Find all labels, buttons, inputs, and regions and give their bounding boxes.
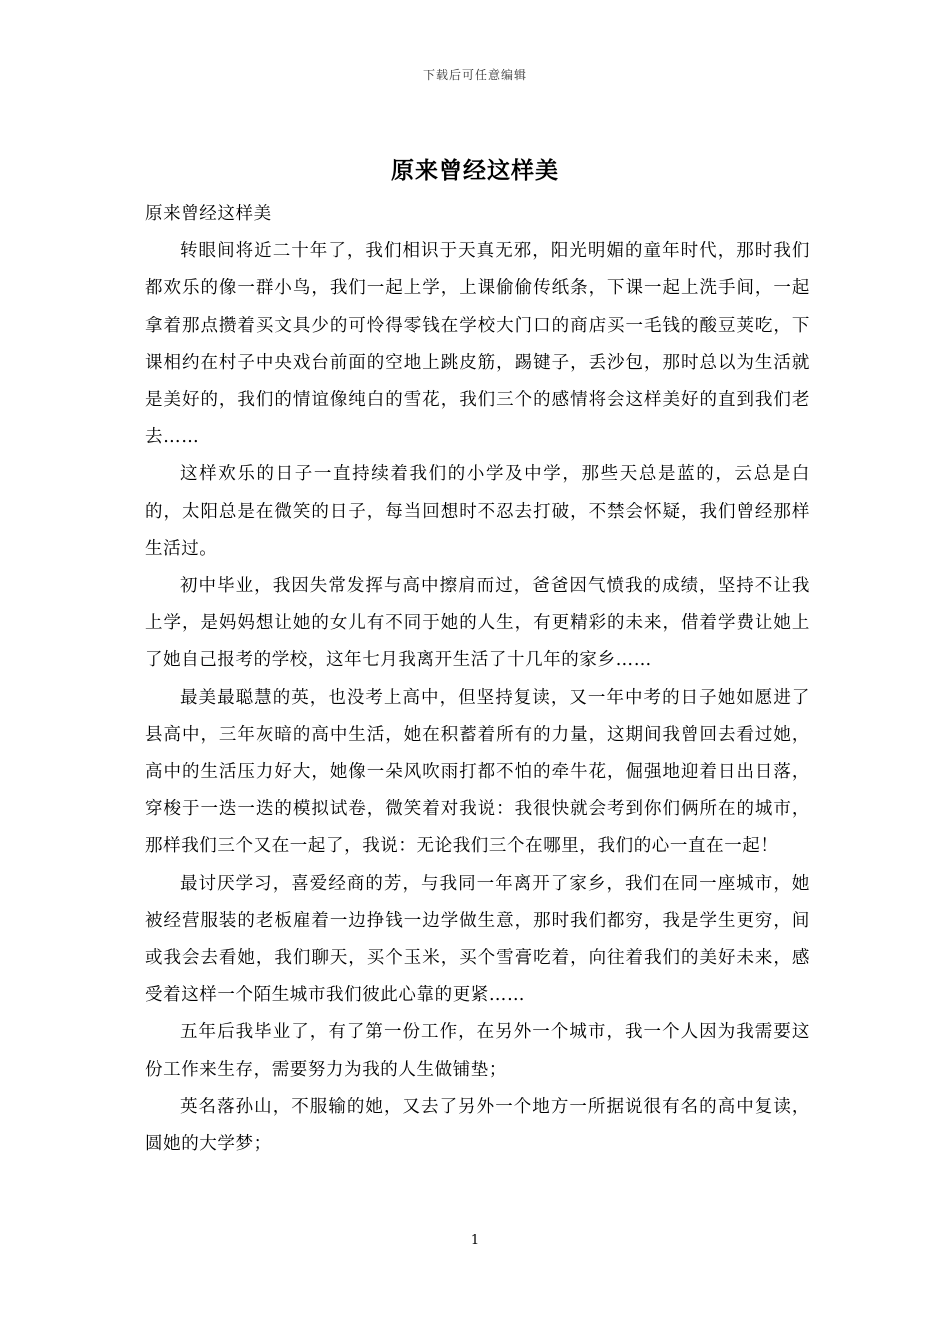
body-paragraph: 五年后我毕业了，有了第一份工作，在另外一个城市，我一个人因为我需要这份工作来生存，需要努力为我的人生做铺垫； <box>145 1022 810 1080</box>
page-number: 1 <box>470 1233 480 1248</box>
document-title: 原来曾经这样美 <box>391 157 559 184</box>
page-header-note: 下载后可任意编辑 <box>422 68 527 82</box>
body-paragraph: 英名落孙山，不服输的她，又去了另外一个地方一所据说很有名的高中复读，圆她的大学梦； <box>145 1096 810 1155</box>
body-paragraph: 转眼间将近二十年了，我们相识于天真无邪，阳光明媚的童年时代，那时我们都欢乐的像一群小鸟，我们一起上学，上课偷偷传纸条，下课一起上洗手间，一起拿着那点攒着买文具少的可怜得零钱在学校大门口的商店买一毛钱的酸豆荚吃，下课相约在村子中央戏台前面的空地上跳皮筋，踢键子，丢沙包，那时总以为生活就是美好的，我们的情谊像纯白的雪花，我们三个的感情将会这样美好的直到我们老去…… <box>145 241 810 448</box>
body-paragraph: 这样欢乐的日子一直持续着我们的小学及中学，那些天总是蓝的，云总是白的，太阳总是在微笑的日子，每当回想时不忍去打破，不禁会怀疑，我们曾经那样生活过。 <box>145 464 810 559</box>
body-paragraph: 初中毕业，我因失常发挥与高中擦肩而过，爸爸因气愤我的成绩，坚持不让我上学，是妈妈想让她的女儿有不同于她的人生，有更精彩的未来，借着学费让她上了她自己报考的学校，这年七月我离开生活了十几年的家乡…… <box>145 576 810 671</box>
body-paragraph: 最讨厌学习，喜爱经商的芳，与我同一年离开了家乡，我们在同一座城市，她被经营服装的老板雇着一边挣钱一边学做生意，那时我们都穷，我是学生更穷，间或我会去看她，我们聊天，买个玉米，买个雪膏吃着，向往着我们的美好未来，感受着这样一个陌生城市我们彼此心靠的更紧…… <box>145 873 810 1006</box>
document-body <box>145 196 810 1163</box>
body-paragraph: 最美最聪慧的英，也没考上高中，但坚持复读，又一年中考的日子她如愿进了县高中，三年灰暗的高中生活，她在积蓄着所有的力量，这期间我曾回去看过她，高中的生活压力好大，她像一朵风吹雨打都不怕的牵牛花，倔强地迎着日出日落，穿梭于一迭一迭的模拟试卷，微笑着对我说：我很快就会考到你们俩所在的城市，那样我们三个又在一起了，我说：无论我们三个在哪里，我们的心一直在一起！ <box>145 687 810 857</box>
document-subtitle: 原来曾经这样美 <box>145 204 272 224</box>
